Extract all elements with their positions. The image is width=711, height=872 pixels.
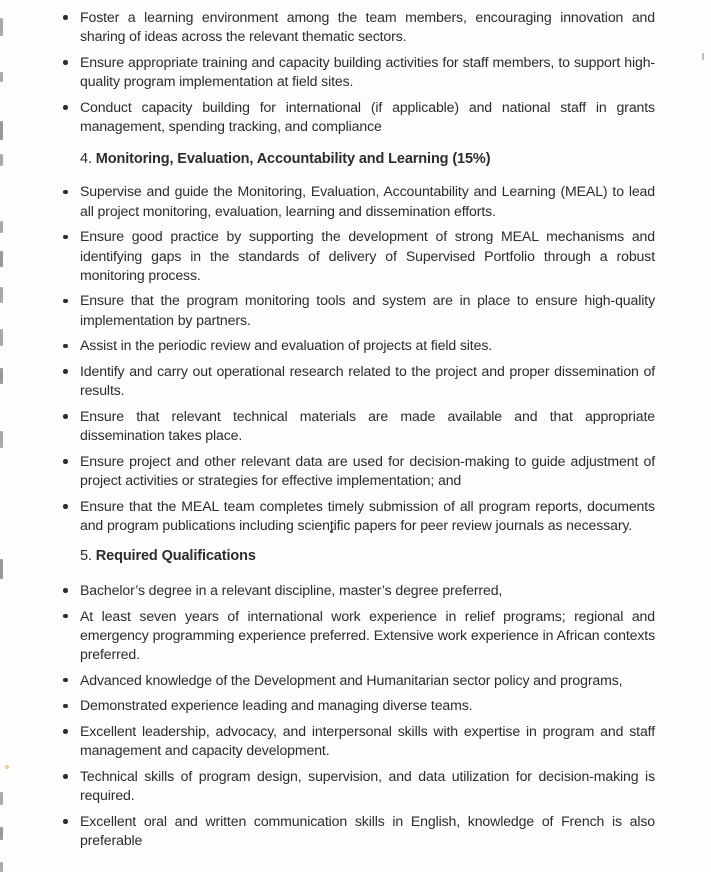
scan-artifact-mark (0, 18, 3, 36)
list-item: Ensure good practice by supporting the development of strong MEAL mechanisms and identifying gaps in the standards of delivery of Supervised Portfolio through a robust monitoring process. (80, 227, 655, 285)
heading-title: Required Qualifications (95, 548, 256, 565)
bullet-list-qualifications (80, 581, 655, 850)
list-item: At least seven years of international work experience in relief programs; regional and emergency programming experience preferred. Extensive work experience in African contexts preferred. (80, 607, 655, 665)
list-item: Assist in the periodic review and evaluation of projects at field sites. (80, 336, 655, 355)
list-item: Excellent oral and written communication skills in English, knowledge of French is also preferable (80, 812, 655, 850)
list-item: Foster a learning environment among the team members, encouraging innovation and sharing of ideas across the relevant thematic sectors. (80, 8, 655, 46)
list-item: Ensure appropriate training and capacity building activities for staff members, to support high-quality program implementation at field sites. (80, 53, 655, 91)
scan-artifact-mark (0, 559, 3, 579)
bullet-list-capacity-building (80, 8, 655, 136)
scan-artifact-mark (0, 792, 3, 805)
scan-artifact-mark (0, 329, 3, 346)
scan-artifact-mark (0, 862, 3, 872)
bullet-list-meal (80, 182, 655, 535)
list-item: Ensure that the program monitoring tools and system are in place to ensure high-quality implementation by partners. (80, 291, 655, 329)
scan-artifact-mark (0, 72, 3, 82)
list-item: Ensure that the MEAL team completes timely submission of all program reports, documents and program publications including scientific papers for peer review journals as necessary. (80, 497, 655, 535)
list-item: Advanced knowledge of the Development and Humanitarian sector policy and programs, (80, 671, 655, 690)
scan-artifact-mark (0, 251, 3, 267)
list-item: Technical skills of program design, supervision, and data utilization for decision-making is required. (80, 767, 655, 805)
scan-artifact-mark (0, 431, 3, 448)
list-item: Identify and carry out operational research related to the project and proper dissemination of results. (80, 362, 655, 400)
scan-artifact-mark (0, 121, 3, 140)
scan-artifact-mark (702, 53, 704, 60)
list-item: Supervise and guide the Monitoring, Evaluation, Accountability and Learning (MEAL) to lead all project monitoring, evaluation, learning and dissemination efforts. (80, 182, 655, 220)
list-item: Ensure project and other relevant data are used for decision-making to guide adjustment of project activities or strategies for effective implementation; and (80, 452, 655, 490)
section-heading-qualifications (80, 547, 655, 566)
list-item: Excellent leadership, advocacy, and interpersonal skills with expertise in program and staff management and capacity development. (80, 722, 655, 760)
heading-number: 4. (80, 151, 92, 168)
list-item: Ensure that relevant technical materials are made available and that appropriate dissemination takes place. (80, 407, 655, 445)
scan-artifact-mark (0, 154, 3, 166)
heading-title: Monitoring, Evaluation, Accountability and Learning (15%) (95, 151, 491, 168)
scan-artifact-speck (5, 765, 9, 769)
list-item: Demonstrated experience leading and managing diverse teams. (80, 696, 655, 715)
list-item: Conduct capacity building for international (if applicable) and national staff in grants management, spending tracking, and compliance (80, 98, 655, 136)
scan-artifact-mark (0, 827, 3, 840)
scan-artifact-mark (0, 287, 3, 303)
section-heading-meal (80, 150, 655, 169)
scan-artifact-mark (0, 368, 3, 384)
scan-artifact-mark (0, 221, 3, 233)
list-item: Bachelor’s degree in a relevant discipline, master’s degree preferred, (80, 581, 655, 600)
heading-number: 5. (80, 548, 92, 565)
